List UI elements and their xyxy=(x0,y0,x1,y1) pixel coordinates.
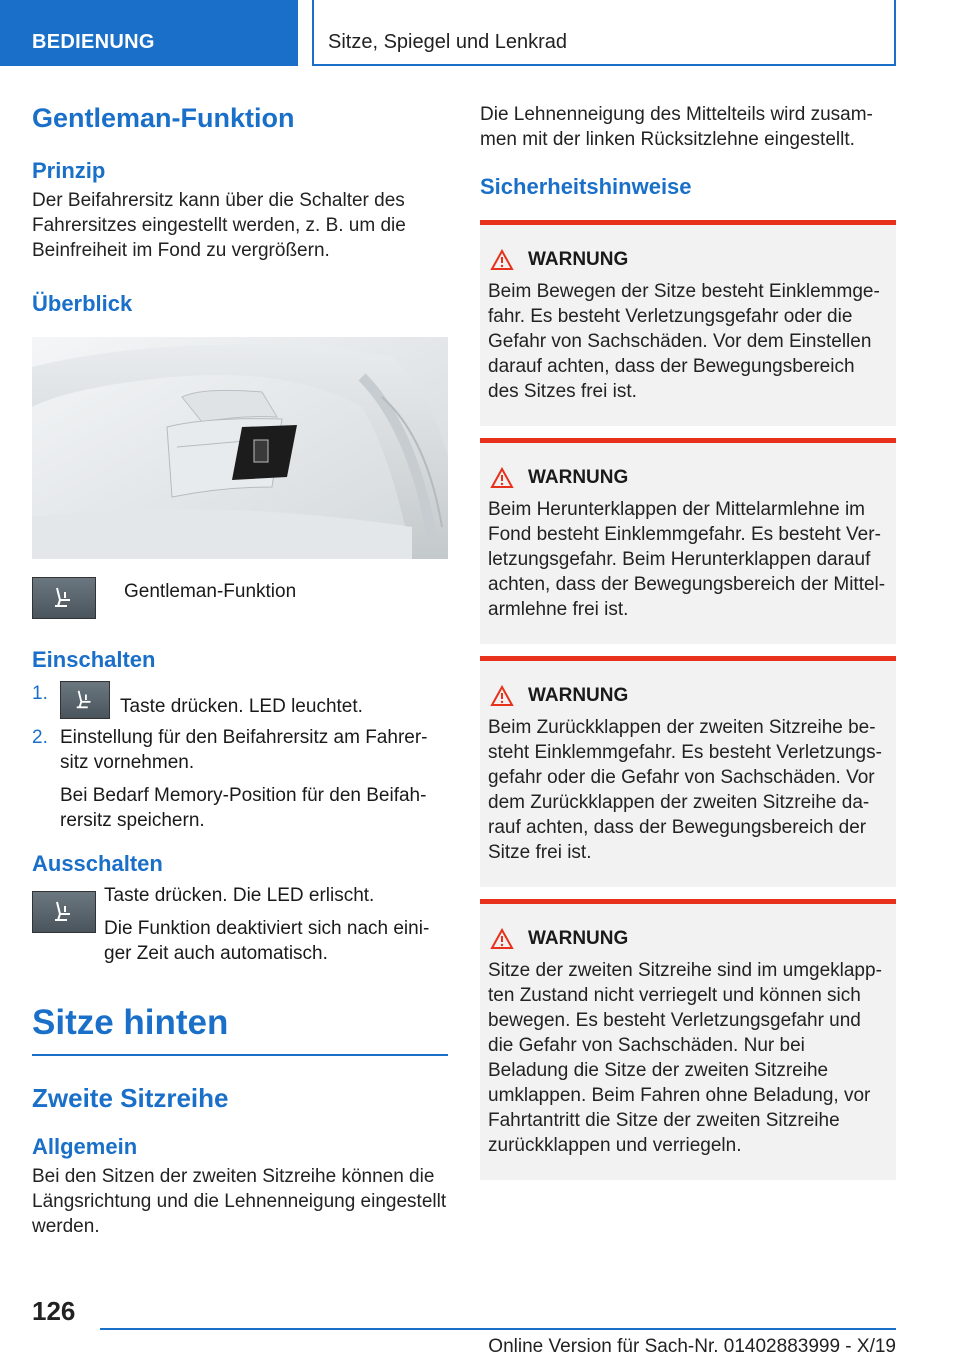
warning-box xyxy=(480,899,896,1180)
heading-allgemein: Allgemein xyxy=(32,1134,138,1159)
warning-box xyxy=(480,656,896,887)
footer-rule xyxy=(100,1328,896,1330)
warning-triangle-icon xyxy=(490,249,514,271)
allgemein-text: Bei den Sitzen der zweiten Sitzreihe können die Längsrichtung und die Lehnenneigung eingestellt werden. xyxy=(32,1166,447,1237)
seat-button-icon xyxy=(60,681,110,719)
heading-ueberblick: Überblick xyxy=(32,291,133,316)
warning-label: WARNUNG xyxy=(528,685,629,706)
ausschalten-block xyxy=(32,883,448,966)
overview-figure xyxy=(32,337,448,559)
list-item xyxy=(32,681,448,719)
door-panel-illustration xyxy=(32,337,448,559)
step-text: Einstellung für den Beifahrersitz am Fahrersitz vornehmen. xyxy=(60,727,428,773)
warning-triangle-icon xyxy=(490,928,514,950)
step-number: 2. xyxy=(32,727,48,748)
prinzip-text: Der Beifahrersitz kann über die Schalter des Fahrersitzes eingestellt werden, z. B. um die Beinfreiheit im Fond zu vergrößern. xyxy=(32,190,406,261)
heading-prinzip: Prinzip xyxy=(32,158,106,183)
warning-box xyxy=(480,438,896,644)
page-number: 126 xyxy=(32,1296,76,1326)
warning-label: WARNUNG xyxy=(528,467,629,488)
list-item xyxy=(32,725,448,833)
footer-version-text: Online Version für Sach-Nr. 01402883999 - X/19 xyxy=(488,1336,896,1357)
warning-text: Sitze der zweiten Sitzreihe sind im umgeklappten Zustand nicht verriegelt und können sich bewegen. Es besteht Verletzungsgefahr und die Gefahr von Sachschäden. Nur bei Beladung die Sitze der zweiten Sitzreihe umklappen. Beim Fahren ohne Beladung, vor Fahrtantritt die Sitze der zweiten Sitzreihe zurückklappen und verriegeln. xyxy=(488,960,882,1156)
seat-button-icon xyxy=(32,577,96,619)
step-text: Taste drücken. LED leuchtet. xyxy=(120,696,363,717)
einschalten-steps xyxy=(32,681,448,833)
header-chapter: Sitze, Spiegel und Lenkrad xyxy=(312,0,896,66)
warning-label: WARNUNG xyxy=(528,249,629,270)
ausschalten-line1: Taste drücken. Die LED erlischt. xyxy=(104,885,375,906)
heading-ausschalten: Ausschalten xyxy=(32,851,163,876)
seat-button-icon xyxy=(32,891,96,933)
figure-caption-row xyxy=(32,577,448,619)
right-intro: Die Lehnenneigung des Mittelteils wird zusammen mit der linken Rücksitzlehne eingestellt. xyxy=(480,104,873,150)
section-title-gentleman: Gentleman-Funktion xyxy=(32,103,295,133)
ausschalten-line2: Die Funktion deaktiviert sich nach einiger Zeit auch automatisch. xyxy=(104,918,430,964)
warning-text: Beim Herunterklappen der Mittelarmlehne im Fond besteht Einklemmgefahr. Es besteht Verletzungsgefahr. Beim Herunterklappen darauf achten, dass der Bewegungsbereich der Mittelarmlehne frei ist. xyxy=(488,499,886,620)
step-extra: Bei Bedarf Memory-Position für den Beifahrersitz speichern. xyxy=(60,785,427,831)
step-number: 1. xyxy=(32,683,48,704)
left-column xyxy=(32,96,448,1239)
warning-text: Beim Bewegen der Sitze besteht Einklemmgefahr. Es besteht Verletzungsgefahr oder die Gefahr von Sachschäden. Vor dem Einstellen darauf achten, dass der Bewegungsbereich des Sitzes frei ist. xyxy=(488,281,880,402)
right-column xyxy=(480,96,896,1180)
warning-text: Beim Zurückklappen der zweiten Sitzreihe besteht Einklemmgefahr. Es besteht Verletzungsgefahr oder die Gefahr von Sachschäden. Vor dem Zurückklappen der zweiten Sitzreihe darauf achten, dass der Bewegungsbereich der Sitze frei ist. xyxy=(488,717,882,863)
figure-caption: Gentleman-Funktion xyxy=(124,580,297,602)
warning-triangle-icon xyxy=(490,685,514,707)
warning-triangle-icon xyxy=(490,467,514,489)
heading-zweite-sitzreihe: Zweite Sitzreihe xyxy=(32,1083,229,1113)
header-section: BEDIENUNG xyxy=(0,0,298,66)
warning-label: WARNUNG xyxy=(528,928,629,949)
warning-box xyxy=(480,220,896,426)
chapter-title-sitze-hinten: Sitze hinten xyxy=(32,1000,448,1056)
heading-einschalten: Einschalten xyxy=(32,647,156,672)
heading-sicherheit: Sicherheitshinweise xyxy=(480,174,692,199)
